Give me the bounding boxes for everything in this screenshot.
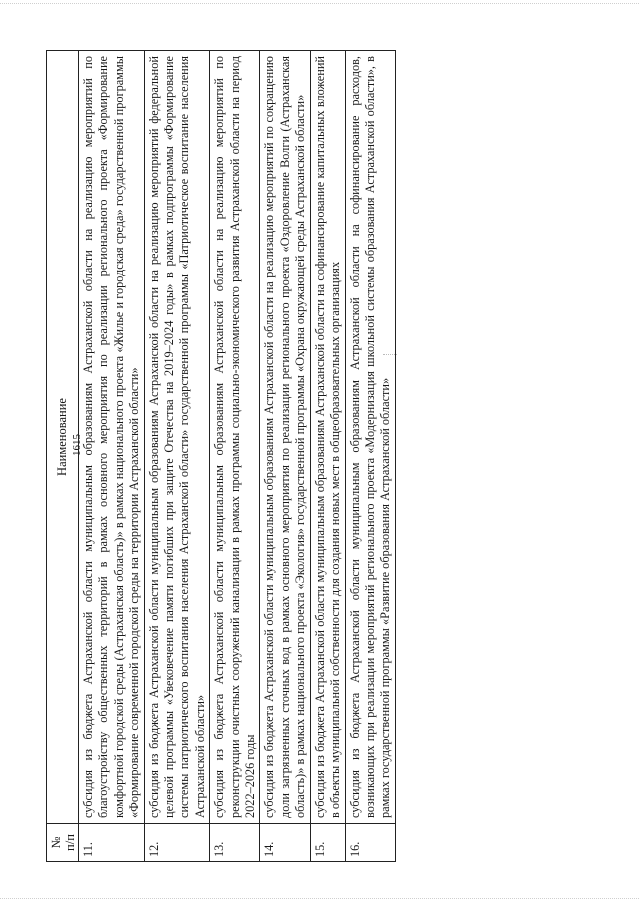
table-row bbox=[209, 51, 259, 862]
row-text: субсидия из бюджета Астраханской области муниципальным образованиям Астраханской области на софинансирование расходов, возникающих при реализации мероприятий регионального проекта «Модернизация школьной системы образования Астраханской области», в рамках государственной программы «Развитие образования Астраханской области» bbox=[345, 51, 395, 824]
row-number: 14. bbox=[259, 824, 309, 862]
table-row bbox=[78, 51, 144, 862]
table-row bbox=[259, 51, 309, 862]
row-text: субсидия из бюджета Астраханской области муниципальным образованиям Астраханской области на реализацию мероприятий по сокращению доли загрязненных сточных вод в рамках основного мероприятия по реализации регионального проекта «Оздоровление Волги (Астраханская область)» в рамках национального проекта «Экология» государственной программы «Охрана окружающей среды Астраханской области» bbox=[259, 51, 309, 824]
row-number: 13. bbox=[209, 824, 259, 862]
scan-speck bbox=[383, 354, 397, 361]
scan-edge-top bbox=[0, 3, 639, 5]
row-number: 12. bbox=[144, 824, 210, 862]
row-text: субсидия из бюджета Астраханской области муниципальным образованиям Астраханской области на реализацию мероприятий по благоустройству общественных территорий в рамках основного мероприятия по реализации регионального проекта «Формирование комфортной городской среды (Астраханская область)» в рамках национального проекта «Жилье и городская среда» государственной программы «Формирование современной городской среды на территории Астраханской области» bbox=[78, 51, 144, 824]
table-row bbox=[345, 51, 395, 862]
scan-edge-bottom bbox=[0, 898, 639, 900]
row-number: 15. bbox=[310, 824, 345, 862]
row-number: 11. bbox=[78, 824, 144, 862]
row-text: субсидия из бюджета Астраханской области муниципальным образованиям Астраханской области на софинансирование капитальных вложений в объекты муниципальной собственности для создания новых мест в общеобразовательных организациях bbox=[310, 51, 345, 824]
subsidies-table bbox=[46, 50, 396, 862]
table-row bbox=[310, 51, 345, 862]
row-text: субсидия из бюджета Астраханской области муниципальным образованиям Астраханской области на реализацию мероприятий федеральной целевой программы «Увековечение памяти погибших при защите Отечества на 2019–2024 годы» в рамках подпрограммы «Формирование системы патриотического воспитания населения Астраханской области» государственной программы «Патриотическое воспитание населения Астраханской области» bbox=[144, 51, 210, 824]
header-number: № п/п bbox=[46, 824, 78, 862]
table-header-row bbox=[46, 51, 78, 862]
row-text: субсидия из бюджета Астраханской области муниципальным образованиям Астраханской области на реализацию мероприятий по реконструкции очистных сооружений канализации в рамках программы социально-экономического развития Астраханской области на период 2022–2026 годы bbox=[209, 51, 259, 824]
document-table-container bbox=[46, 50, 594, 862]
table-row bbox=[144, 51, 210, 862]
page-number: 1615 bbox=[71, 434, 83, 456]
header-name: Наименование bbox=[46, 51, 78, 824]
row-number: 16. bbox=[345, 824, 395, 862]
